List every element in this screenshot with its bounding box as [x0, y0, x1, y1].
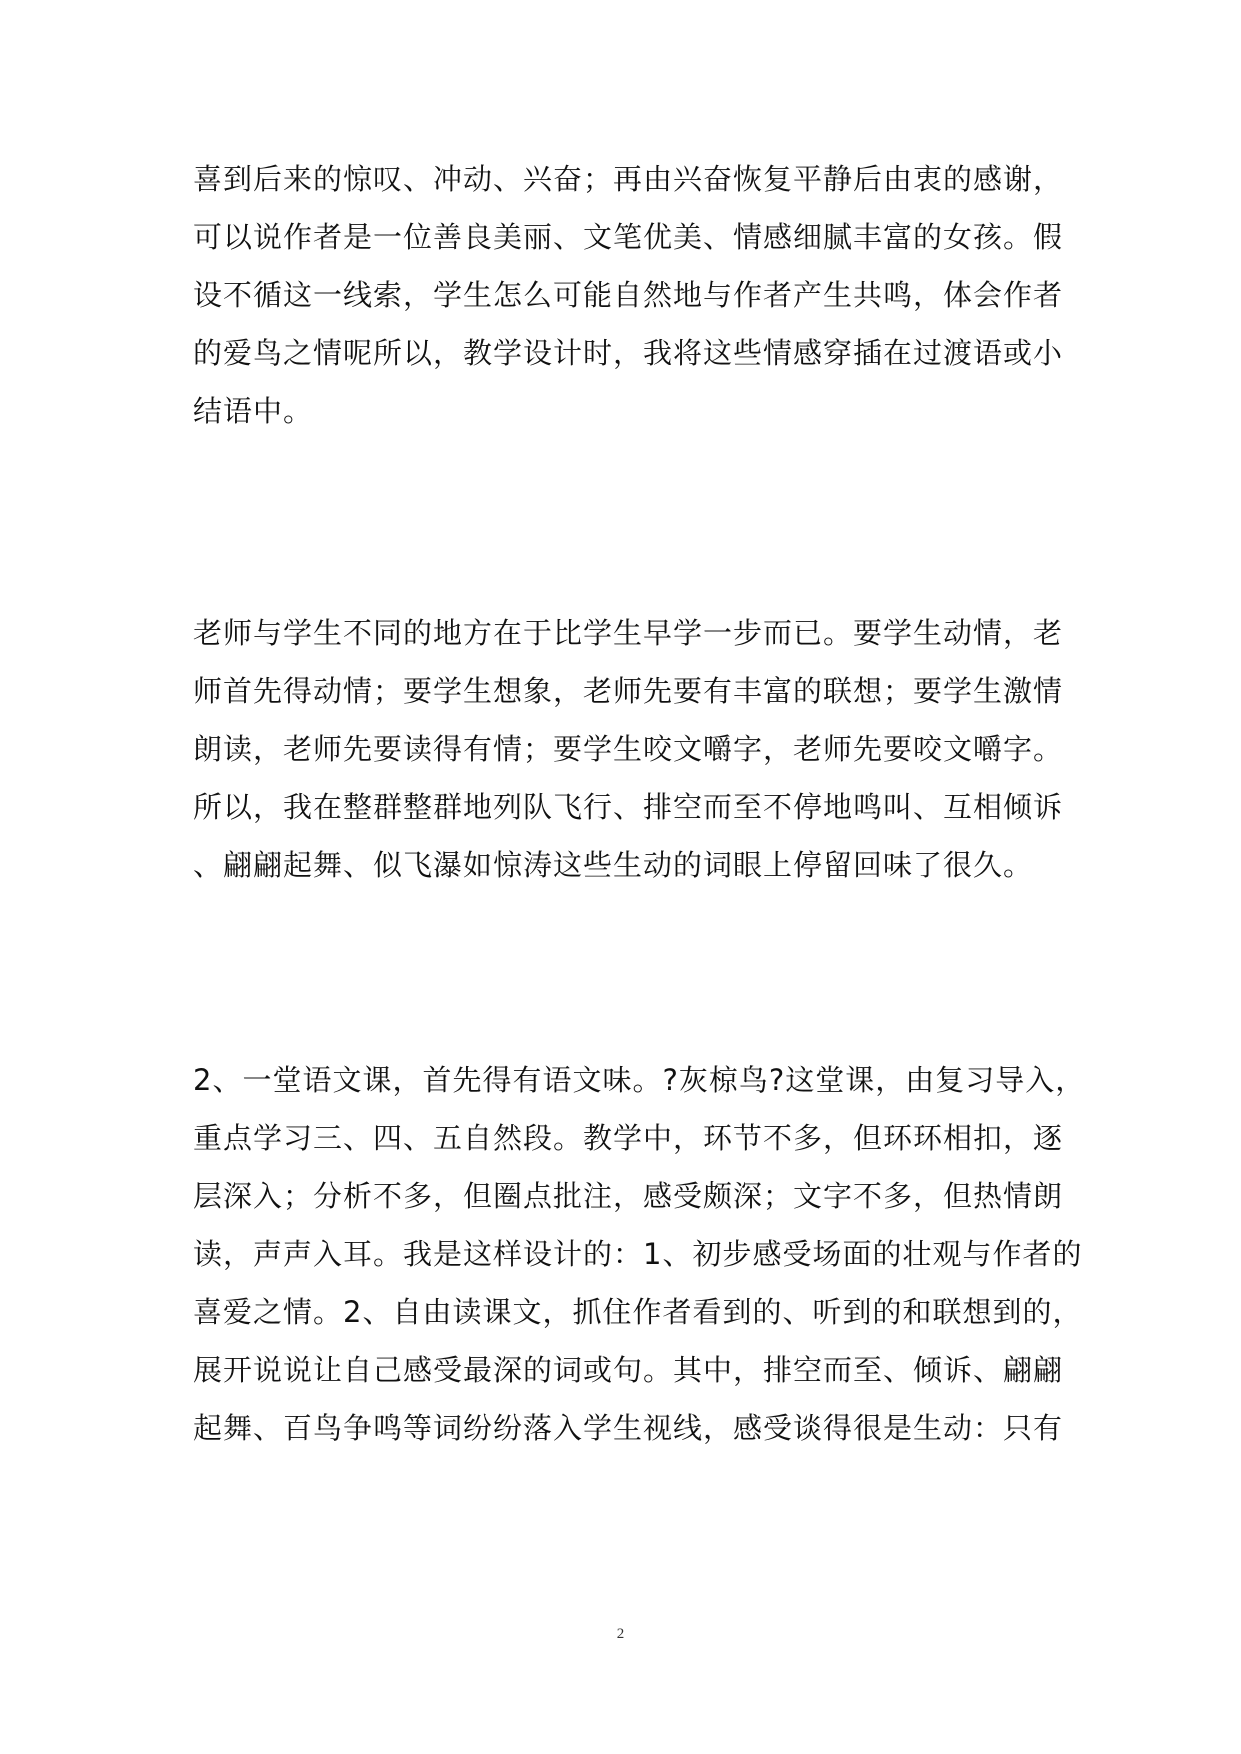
paragraph-2 [193, 604, 1064, 894]
paragraph-1 [193, 150, 1064, 440]
text-line: 所以，我在整群整群地列队飞行、排空而至不停地鸣叫、互相倾诉 [193, 790, 1064, 824]
text-line: 重点学习三、四、五自然段。教学中，环节不多，但环环相扣，逐 [193, 1121, 1064, 1155]
text-line: 可以说作者是一位善良美丽、文笔优美、情感细腻丰富的女孩。假 [193, 220, 1064, 254]
text-line: 喜爱之情。2、自由读课文，抓住作者看到的、听到的和联想到的， [193, 1295, 1083, 1329]
text-line: 、翩翩起舞、似飞瀑如惊涛这些生动的词眼上停留回味了很久。 [193, 848, 1034, 882]
text-line: 展开说说让自己感受最深的词或句。其中，排空而至、倾诉、翩翩 [193, 1353, 1064, 1387]
text-line: 结语中。 [193, 394, 314, 428]
paragraph-3 [193, 1051, 1086, 1457]
text-line: 喜到后来的惊叹、冲动、兴奋；再由兴奋恢复平静后由衷的感谢， [193, 162, 1064, 196]
text-line: 师首先得动情；要学生想象，老师先要有丰富的联想；要学生激情 [193, 674, 1064, 708]
text-line: 读，声声入耳。我是这样设计的：1、初步感受场面的壮观与作者的 [193, 1237, 1083, 1271]
text-line: 层深入；分析不多，但圈点批注，感受颇深；文字不多，但热情朗 [193, 1179, 1064, 1213]
text-line: 的爱鸟之情呢所以，教学设计时，我将这些情感穿插在过渡语或小 [193, 336, 1064, 370]
text-line: 2、一堂语文课，首先得有语文味。?灰椋鸟?这堂课，由复习导入， [193, 1063, 1086, 1097]
page-number: 2 [616, 1626, 625, 1642]
text-line: 老师与学生不同的地方在于比学生早学一步而已。要学生动情，老 [193, 616, 1064, 650]
text-line: 设不循这一线索，学生怎么可能自然地与作者产生共鸣，体会作者 [193, 278, 1064, 312]
text-line: 起舞、百鸟争鸣等词纷纷落入学生视线，感受谈得很是生动：只有 [193, 1411, 1064, 1445]
text-line: 朗读，老师先要读得有情；要学生咬文嚼字，老师先要咬文嚼字。 [193, 732, 1064, 766]
